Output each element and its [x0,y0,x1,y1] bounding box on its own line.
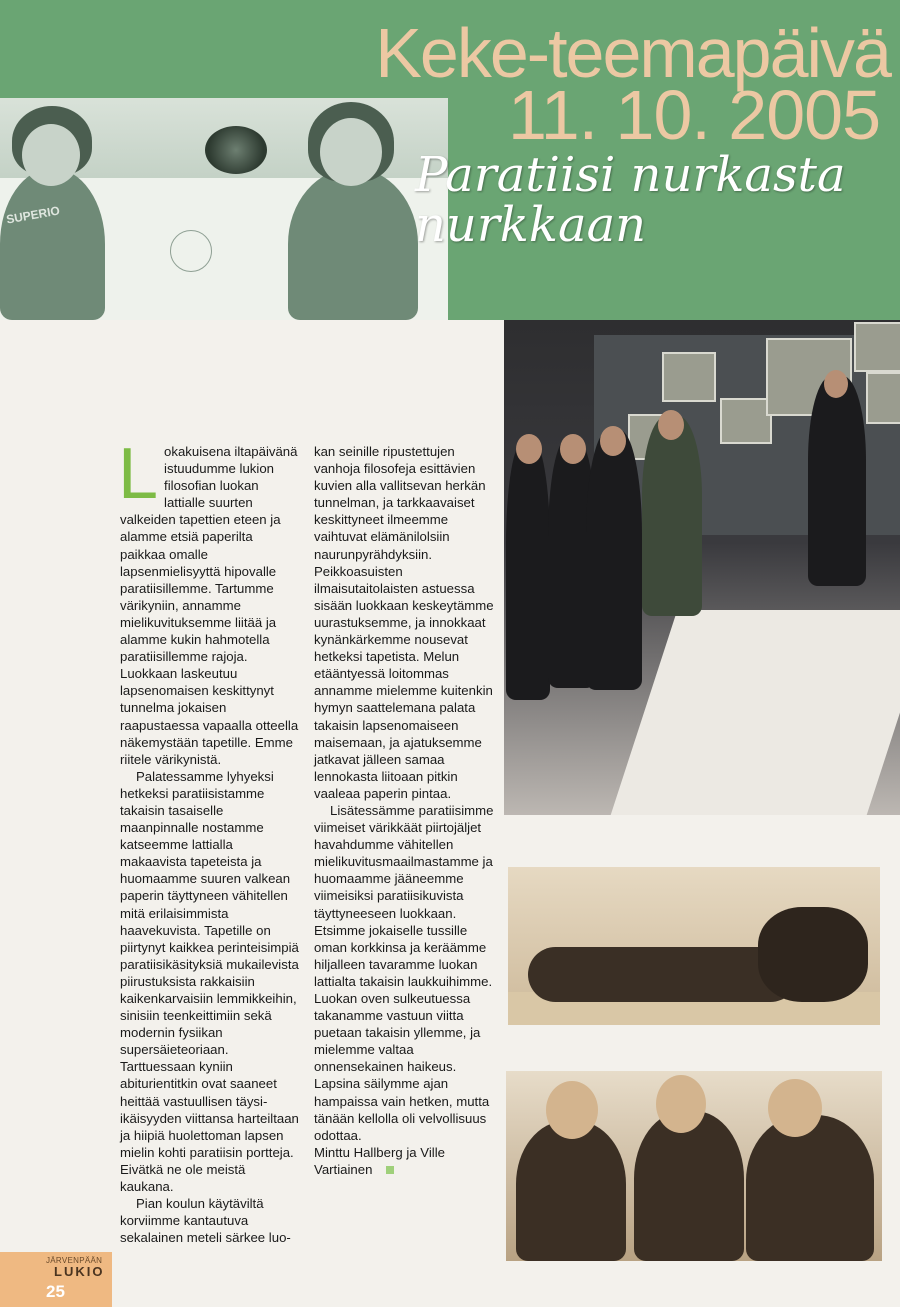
paper-on-floor [611,610,900,815]
paragraph: kan seinille ripustettujen vanhoja filosofeja esittävien kuvien alla vallitsevan herkän tunnelman, ja tarkkaavaiset keskittyneet ilmeemme vaihtuvat elämänilolsiin naurunpyrähdyksiin. Peikkoasuisten ilmaisutaitolaisten astuessa sisään luokkaan keskeytämme uurastuksemme, ja innokkaat kynänkärkemme nousevat hetkeksi tapetista. Melun etääntyessä loitommas annamme mielemme kuitenkin hymyn saattelemana palata takaisin lapsenomaiseen maisemaan, ja ajatuksemme jatkavat jälleen samaa lennokasta liitoaan pitkin vaaleaa paperin pintaa. [314,444,494,801]
student-figure [746,1115,874,1261]
student-figure [586,430,642,690]
students-on-floor-photo [508,867,880,1025]
drop-cap: L [118,434,159,514]
girl-left-image [0,168,105,320]
school-name-line2: LUKIO [54,1264,105,1279]
page-footer [0,1252,112,1307]
student-figure [808,376,866,586]
event-date: 11. 10. 2005 [507,76,880,154]
paragraph: Palatessamme lyhyeksi hetkeksi paratiisistamme takaisin tasaiselle maanpinnalle nostamme katseemme lattialla makaavista tapeteista ja huomaamme suuren valkean paperin täyttyneen vähitellen mitä erilaisimmista haavekuvista. Tapetille on piirtynyt kaikkea perinteisimpiä paratiisikäsityksiä mukailevista piirustuksista rakkaisiin kaikenkarvaisiin lemmikkeihin, sinisiin teenkeittimiin sekä modernin fysiikan supersäieteoriaan. Tarttuessaan kyniin abiturientitkin ovat saaneet heittää vastuullisen täysi-ikäisyyden viittansa harteiltaan ja hiipiä huolettoman lapsen mielin kohti paratiisin portteja. Eivätkä ne ole meistä kaukana. [120,768,299,1195]
page-number: 25 [46,1282,65,1301]
header-photo [0,98,448,320]
drawing-image [170,230,212,272]
student-figure [516,1121,626,1261]
student-figure [634,1111,744,1261]
header-banner [0,0,900,320]
paragraph: Lisätessämme paratiisimme viimeiset värikkäät piirtojäljet havahdumme vähitellen mielikuvitusmaailmastamme ja huomaamme jääneemme viimeisiksi paratiisikuvista täyttyneeseen luokkaan. Etsimme jokaiselle tussille oman korkkinsa ja keräämme hiljalleen tavaramme luokan lattialta takaisin laukkuihimme. Luokan oven sulkeutuessa takanamme vastuun viitta puetaan takaisin yllemme, ja mielemme valtaa onnensekainen haikeus. Lapsina säilymme ajan hampaissa vain hetken, mutta tänään kellolla oli velvollisuus odottaa. [314,802,494,1143]
article-column-1 [118,434,300,1246]
wall-picture [866,372,900,424]
students-smiling-photo [506,1071,882,1261]
shirt-text: SUPERIO [5,203,61,227]
article-subtitle: Paratiisi nurkasta nurkkaan [415,147,846,253]
bowl-image [205,126,267,174]
wall-picture [854,322,900,372]
girl-right-image [288,168,418,320]
student-crouching [758,907,868,1002]
paragraph: Pian koulun käytäviltä korviimme kantautuva sekalainen meteli särkee luo- [120,1196,291,1246]
article-column-2 [314,443,494,1178]
page-title: Keke-teemapäivä [375,14,890,92]
wall-picture [662,352,716,402]
article-authors: Minttu Hallberg ja Ville Vartiainen [314,1144,445,1177]
school-name-line1: JÄRVENPÄÄN [46,1256,103,1265]
student-figure [642,416,702,616]
wall-picture [720,398,772,444]
paragraph: okakuisena iltapäivänä istuudumme lukion filosofian luokan lattialle suurten valkeiden tapettien eteen ja alamme etsiä paperilta paikkaa omalle lapsenmielisyyttä hipovalle paratiisillemme. Tartumme värikyniin, annamme mielikuvituksemme liitää ja alamme kukin hahmotella paratiisillemme rajoja. Luokkaan laskeutuu lapsenomaisen keskittynyt tunnelma jokaisen raapustaessa vapaalla otteella näkemystään tapetille. Emme riitele värikynistä. [120,444,299,767]
classroom-photo [504,320,900,815]
student-figure [506,440,550,700]
end-mark-icon [386,1166,394,1174]
